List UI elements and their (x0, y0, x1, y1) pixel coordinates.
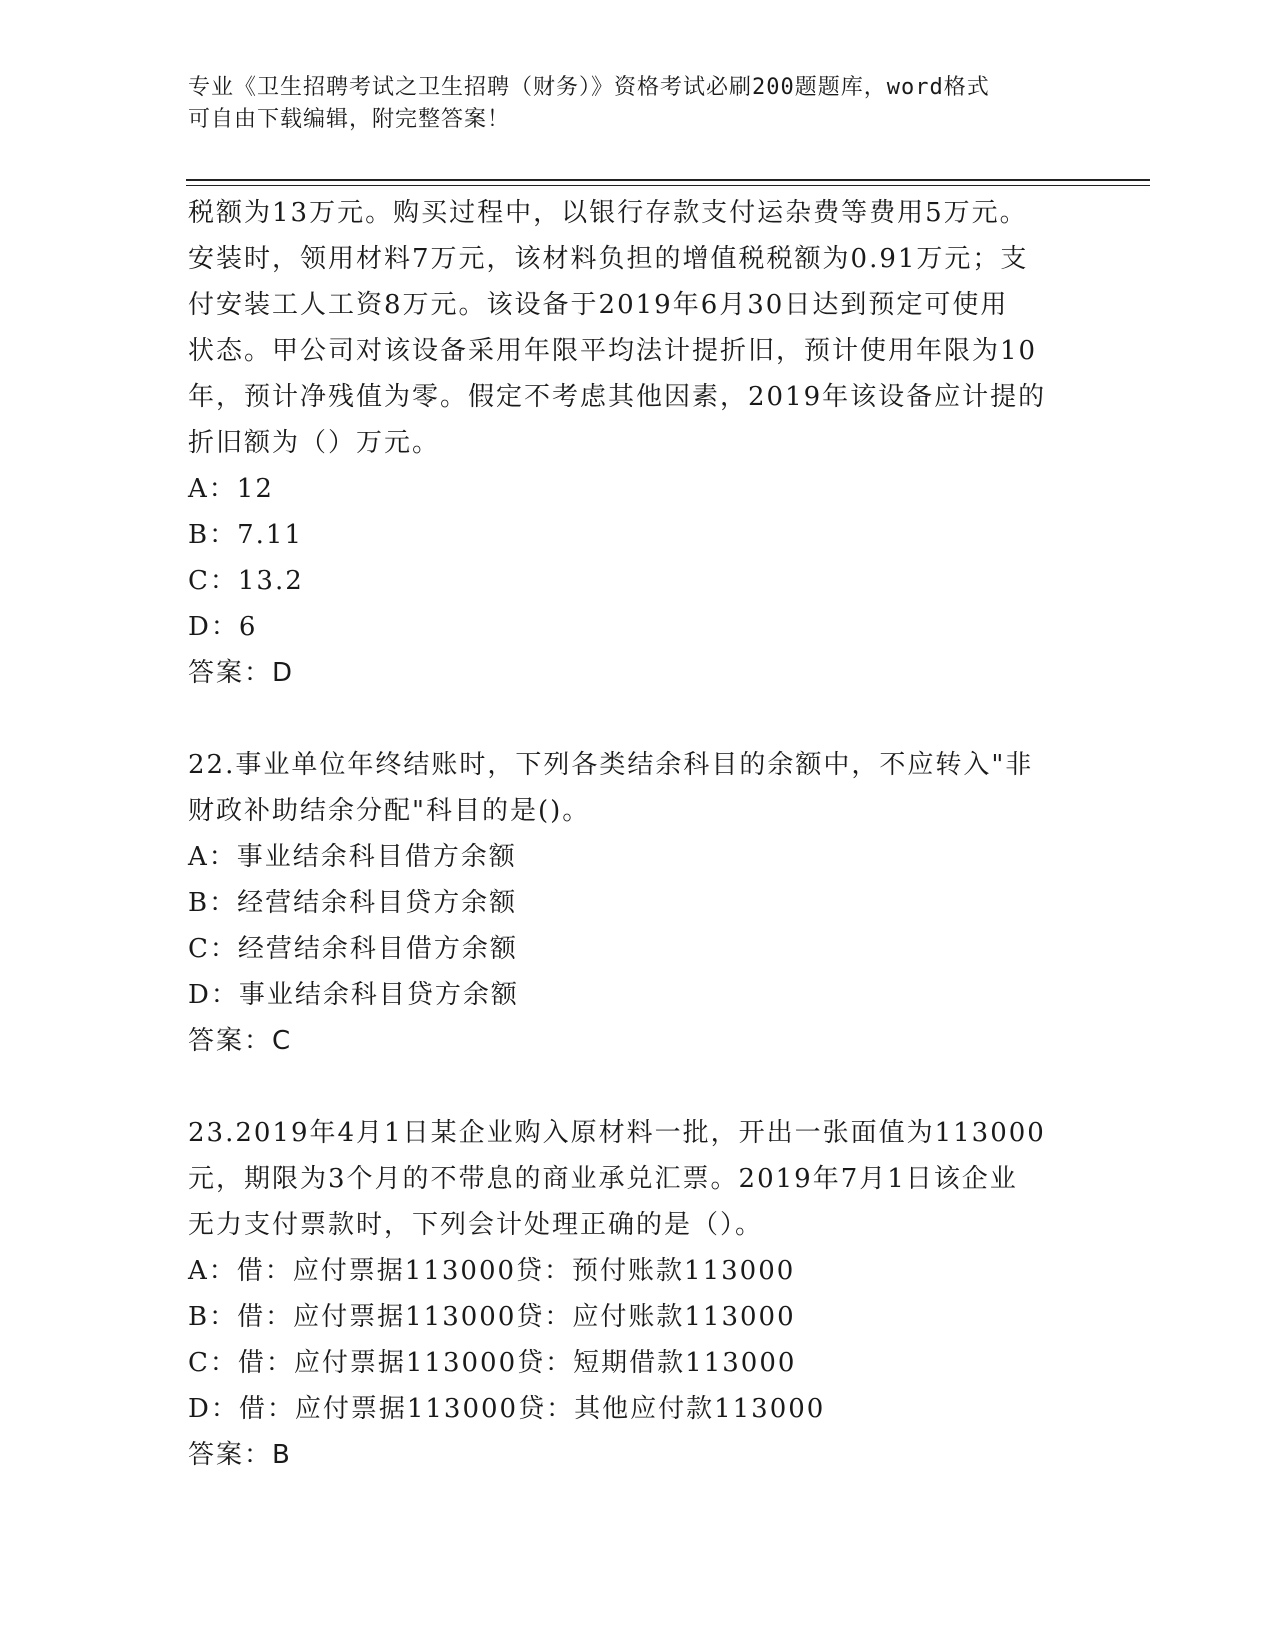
header-divider-thin (186, 185, 1150, 186)
option-c: C：经营结余科目借方余额 (188, 934, 518, 964)
option-a: A：借：应付票据113000贷：预付账款113000 (188, 1256, 796, 1286)
option-c: C：借：应付票据113000贷：短期借款113000 (188, 1348, 797, 1378)
spacer (188, 696, 1088, 742)
option-c: C：13.2 (188, 566, 304, 596)
option-d: D：事业结余科目贷方余额 (188, 980, 519, 1010)
option-d: D：借：应付票据113000贷：其他应付款113000 (188, 1394, 826, 1424)
question-22 (188, 742, 1088, 1064)
question-text-line: 元，期限为3个月的不带息的商业承兑汇票。2019年7月1日该企业 (188, 1164, 1018, 1194)
question-text-line: 状态。甲公司对该设备采用年限平均法计提折旧，预计使用年限为10 (188, 336, 1038, 366)
question-text-line: 安装时，领用材料7万元，该材料负担的增值税税额为0.91万元；支 (188, 244, 1029, 274)
question-text-line: 23.2019年4月1日某企业购入原材料一批，开出一张面值为113000 (188, 1118, 1046, 1148)
question-text-line: 税额为13万元。购买过程中，以银行存款支付运杂费等费用5万元。 (188, 198, 1028, 228)
option-b: B：经营结余科目贷方余额 (188, 888, 518, 918)
option-a: A：事业结余科目借方余额 (188, 842, 517, 872)
document-body (188, 190, 1088, 1478)
question-text-line: 财政补助结余分配"科目的是()。 (188, 796, 591, 826)
option-d: D：6 (188, 612, 258, 642)
option-b: B：7.11 (188, 520, 303, 550)
question-text-line: 22.事业单位年终结账时，下列各类结余科目的余额中，不应转入"非 (188, 750, 1034, 780)
header-title-line1: 专业《卫生招聘考试之卫生招聘（财务）》资格考试必刷200题题库，word格式 (188, 75, 990, 100)
question-text-line: 折旧额为（）万元。 (188, 428, 441, 458)
question-21 (188, 190, 1088, 696)
question-text-line: 年，预计净残值为零。假定不考虑其他因素，2019年该设备应计提的 (188, 382, 1047, 412)
header-divider-thick (186, 179, 1150, 181)
option-a: A：12 (188, 474, 274, 504)
header-title-line2: 可自由下载编辑，附完整答案！ (188, 107, 511, 132)
option-b: B：借：应付票据113000贷：应付账款113000 (188, 1302, 796, 1332)
question-23 (188, 1110, 1088, 1478)
document-header (188, 72, 1068, 136)
question-text-line: 无力支付票款时，下列会计处理正确的是（）。 (188, 1210, 764, 1240)
answer-line: 答案：C (188, 1026, 293, 1056)
question-text-line: 付安装工人工资8万元。该设备于2019年6月30日达到预定可使用 (188, 290, 1009, 320)
answer-line: 答案：D (188, 658, 295, 688)
answer-line: 答案：B (188, 1440, 292, 1470)
spacer (188, 1064, 1088, 1110)
